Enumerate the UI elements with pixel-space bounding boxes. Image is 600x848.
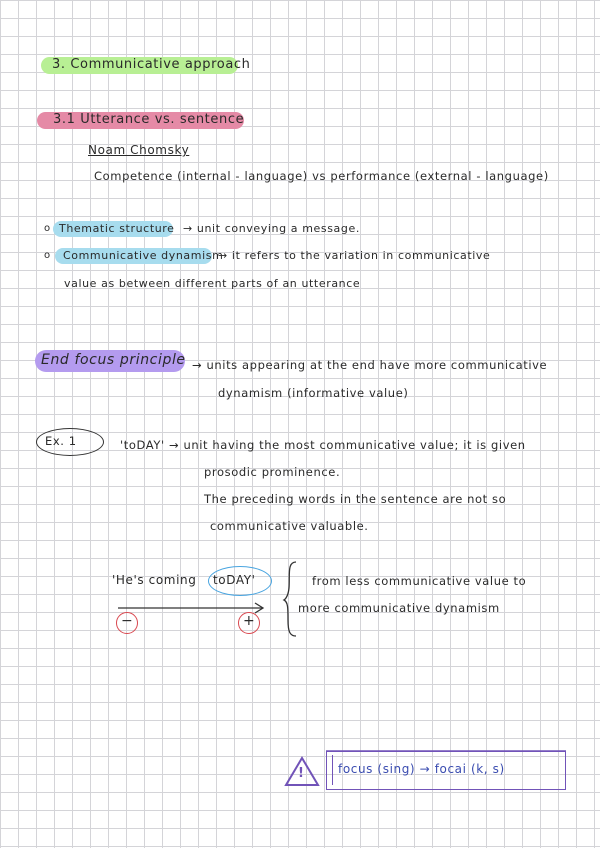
endfocus-line2: dynamism (informative value) (218, 386, 409, 400)
competence-line: Competence (internal - language) vs performance (external - language) (94, 169, 549, 183)
quote-start: 'He's coming (112, 573, 197, 587)
dynamism-text: → it refers to the variation in communicative (218, 249, 491, 262)
quote-focus: toDAY' (213, 573, 256, 587)
author-name: Noam Chomsky (88, 143, 190, 157)
example-line1: 'toDAY' → unit having the most communicative value; it is given (120, 438, 526, 452)
bullet-dot: o (44, 250, 51, 261)
example-line4: communicative valuable. (210, 519, 369, 533)
dynamism-text-2: value as between different parts of an utterance (64, 277, 361, 290)
thematic-term: Thematic structure (59, 222, 175, 235)
example-line2: prosodic prominence. (204, 465, 341, 479)
minus-sign: − (121, 613, 134, 629)
dynamism-term: Communicative dynamism (63, 249, 224, 262)
warning-mark: ! (298, 766, 305, 781)
endfocus-line1: → units appearing at the end have more communicative (192, 358, 548, 372)
thematic-text: → unit conveying a message. (183, 222, 360, 235)
endfocus-term: End focus principle (41, 352, 186, 368)
example-label: Ex. 1 (45, 434, 77, 448)
plus-sign: + (243, 613, 256, 629)
note-text: focus (sing) → focai (k, s) (338, 762, 505, 776)
note-inner-line (332, 755, 333, 785)
bullet-dot: o (44, 223, 51, 234)
side-note-1: from less communicative value to (312, 574, 527, 588)
side-note-2: more communicative dynamism (298, 601, 500, 615)
example-line3: The preceding words in the sentence are not so (204, 492, 507, 506)
section-heading: 3. Communicative approach (52, 57, 251, 72)
section-subheading: 3.1 Utterance vs. sentence (53, 112, 245, 127)
